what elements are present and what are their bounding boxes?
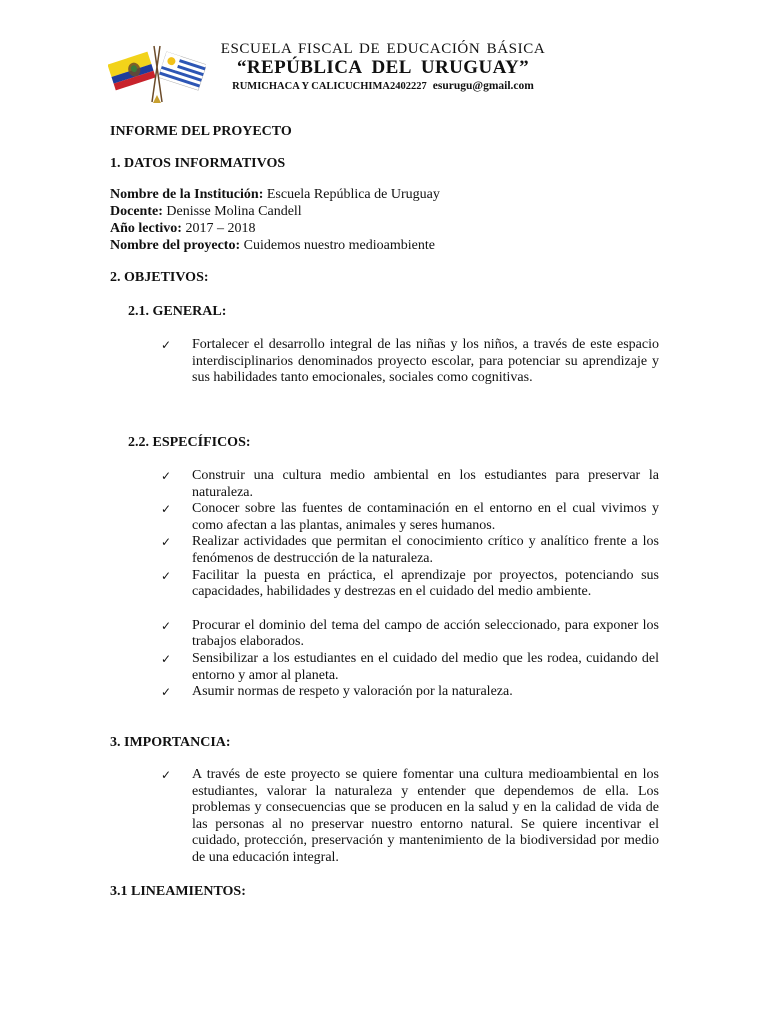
list-item: ✓ Sensibilizar a los estudiantes en el cuidado del medio que les rodea, cuidando del entorno y amor al planeta.: [161, 650, 659, 683]
check-icon: ✓: [161, 338, 172, 352]
check-icon: ✓: [161, 502, 172, 517]
school-address: RUMICHACA Y CALICUCHIMA2402227: [232, 81, 427, 92]
list-item: ✓ Construir una cultura medio ambiental en los estudiantes para preservar la naturaleza.: [161, 468, 659, 500]
info-label: Nombre de la Institución:: [110, 187, 264, 202]
section-heading: 2. OBJETIVOS:: [110, 270, 209, 285]
info-row: [110, 186, 440, 203]
list-item: ✓ Conocer sobre las fuentes de contaminación en el entorno en el cual vivimos y como afectan a las plantas, animales y seres humanos.: [161, 501, 659, 533]
info-label: Docente:: [110, 204, 163, 219]
check-icon: ✓: [161, 535, 172, 550]
list-item: ✓ Asumir normas de respeto y valoración por la naturaleza.: [161, 684, 513, 700]
bullet-list-general: [163, 337, 659, 387]
crossed-flags-logo: [108, 40, 206, 104]
list-item: ✓ Procurar el dominio del tema del campo de acción seleccionado, para exponer los trabajos elaborados.: [161, 617, 659, 650]
subsection-heading: 2.1. GENERAL:: [128, 304, 227, 319]
list-item: ✓ Realizar actividades que permitan el conocimiento crítico y analítico frente a los fenómenos de destrucción de la naturaleza.: [161, 534, 659, 566]
info-row: [110, 220, 440, 237]
check-icon: ✓: [161, 651, 172, 666]
check-icon: ✓: [161, 618, 172, 633]
bullet-list-specific: [163, 468, 659, 701]
check-icon: ✓: [161, 685, 172, 700]
info-value: Escuela República de Uruguay: [263, 187, 440, 202]
section-heading: 1. DATOS INFORMATIVOS: [110, 156, 286, 171]
info-value: Denisse Molina Candell: [162, 204, 302, 219]
subsection-heading: 3.1 LINEAMIENTOS:: [110, 884, 246, 899]
list-item: ✓ Facilitar la puesta en práctica, el aprendizaje por proyectos, potenciando sus capacidades, habilidades y destrezas en el cuidado del medio ambiente.: [161, 567, 659, 600]
info-block: [110, 186, 440, 254]
school-name: “REPÚBLICA DEL URUGUAY”: [237, 57, 529, 78]
school-type: ESCUELA FISCAL DE EDUCACIÓN BÁSICA: [220, 41, 546, 57]
info-row: [110, 237, 440, 254]
list-item: ✓ A través de este proyecto se quiere fomentar una cultura medioambiental en los estudiantes, valorar la naturaleza y entender que dependemos de ella. Los problemas y consecuencias que se producen en la salud y en la calidad de vida de las personas al no preservar nuestro entorno natural. Se quiere incentivar el cuidado, protección, preservación y mantenimiento de la biodiversidad por medio de una educación integral.: [161, 767, 659, 865]
document-title: INFORME DEL PROYECTO: [110, 124, 292, 139]
check-icon: ✓: [161, 568, 172, 583]
list-item: ✓ Fortalecer el desarrollo integral de las niñas y los niños, a través de este espacio interdisciplinarios denominados proyecto escolar, para potenciar su aprendizaje y sus habilidades tanto emocionales, sociales como cognitivas.: [161, 337, 659, 386]
school-email: esurugu@gmail.com: [432, 80, 534, 92]
bullet-list-importance: [163, 767, 659, 867]
info-value: Cuidemos nuestro medioambiente: [240, 238, 435, 253]
school-contact: [200, 80, 566, 92]
subsection-heading: 2.2. ESPECÍFICOS:: [128, 435, 251, 450]
section-heading: 3. IMPORTANCIA:: [110, 735, 231, 750]
check-icon: ✓: [161, 469, 172, 483]
info-value: 2017 – 2018: [181, 221, 256, 236]
info-label: Año lectivo:: [110, 221, 182, 236]
info-row: [110, 203, 440, 220]
info-label: Nombre del proyecto:: [110, 238, 241, 253]
check-icon: ✓: [161, 768, 172, 782]
